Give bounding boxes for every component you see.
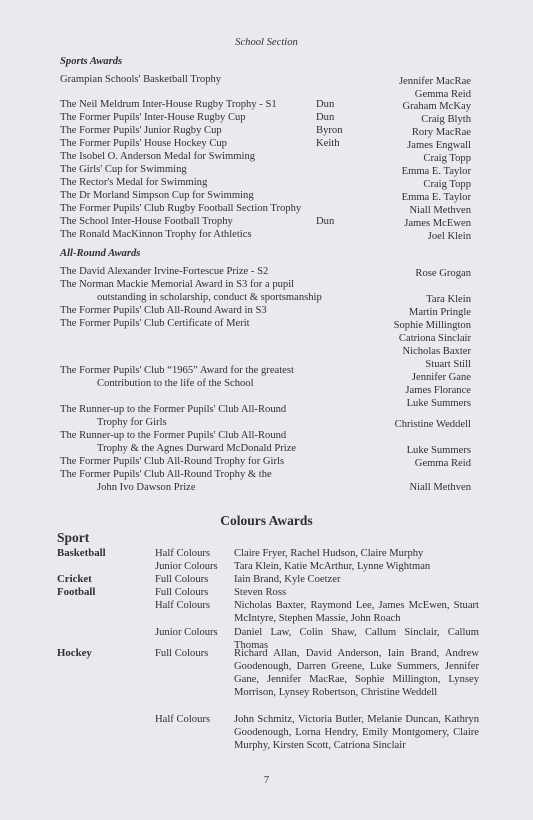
all-round-line: The Former Pupils' Club All-Round Trophy for Girls (60, 456, 285, 467)
all-round-line: The Former Pupils' Club Certificate of Merit (60, 318, 250, 329)
all-round-line: The Former Pupils' Club All-Round Trophy & the (60, 469, 272, 480)
colour-names: Iain Brand, Kyle Coetzer (234, 574, 341, 585)
all-round-winner: Jennifer Gane (411, 372, 471, 383)
all-round-line: The Former Pupils' Club “1965” Award for the greatest (60, 365, 294, 376)
all-round-winner: Niall Methven (409, 482, 471, 493)
colour-level: Half Colours (155, 714, 211, 725)
colours-awards-heading: Colours Awards (220, 513, 313, 528)
sports-award-winner: Graham McKay (402, 101, 471, 112)
grampian-winner-1: Jennifer MacRae (398, 76, 471, 87)
sports-award-winner: Emma E. Taylor (401, 166, 471, 177)
all-round-winner: Luke Summers (406, 445, 471, 456)
all-round-line: The Runner-up to the Former Pupils' Club All-Round (60, 430, 287, 441)
sports-award-name: The Former Pupils' Inter-House Rugby Cup (60, 112, 246, 123)
all-round-line: Trophy for Girls (97, 417, 167, 428)
all-round-line: outstanding in scholarship, conduct & sportsmanship (97, 292, 322, 303)
all-round-winner: Gemma Reid (414, 458, 471, 469)
colour-names: John Schmitz, Victoria Butler, Melanie Duncan, Kathryn Goodenough, Lorna Hendry, Emily Montgomery, Claire Murphy, Kirsten Scott, Catriona Sinclair (234, 714, 479, 752)
sports-award-name: The Ronald MacKinnon Trophy for Athletics (60, 229, 252, 240)
all-round-winner: Martin Pringle (408, 307, 471, 318)
sports-award-name: The Dr Morland Simpson Cup for Swimming (60, 190, 254, 201)
colour-names: Steven Ross (234, 587, 287, 598)
all-round-winner: Catriona Sinclair (398, 333, 471, 344)
sports-award-winner: Emma E. Taylor (401, 192, 471, 203)
all-round-line: The Runner-up to the Former Pupils' Club All-Round (60, 404, 287, 415)
colour-names: Claire Fryer, Rachel Hudson, Claire Murphy (234, 548, 424, 559)
colour-level: Full Colours (155, 648, 209, 659)
sports-award-house: Dun (316, 112, 335, 123)
all-round-heading: All-Round Awards (60, 248, 141, 259)
sports-award-winner: James Engwall (407, 140, 471, 151)
sports-award-winner: Niall Methven (409, 205, 471, 216)
grampian-award: Grampian Schools' Basketball Trophy (60, 74, 222, 85)
colour-names: Richard Allan, David Anderson, Iain Brand, Andrew Goodenough, Darren Greene, Luke Summers, Jennifer Gane, Jennifer MacRae, Sophie Millington, Lynsey Morrison, Lynsey Robertson, Christine Weddell (234, 648, 479, 699)
sports-award-name: The Former Pupils' Club Rugby Football Section Trophy (60, 203, 302, 214)
all-round-winner: Rose Grogan (415, 268, 471, 279)
sport-label: Basketball (57, 547, 106, 559)
sports-award-winner: Craig Blyth (421, 114, 471, 125)
sports-award-house: Dun (316, 99, 335, 110)
grampian-winner-2: Gemma Reid (414, 89, 471, 100)
sports-award-name: The School Inter-House Football Trophy (60, 216, 233, 227)
running-header: School Section (235, 37, 298, 48)
sports-award-winner: Joel Klein (427, 231, 471, 242)
sports-award-name: The Rector's Medal for Swimming (60, 177, 208, 188)
all-round-winner: Nicholas Baxter (402, 346, 471, 357)
colour-level: Full Colours (155, 587, 209, 598)
colour-level: Full Colours (155, 574, 209, 585)
all-round-winner: Christine Weddell (394, 419, 471, 430)
sports-award-winner: Rory MacRae (411, 127, 471, 138)
sports-award-name: The Neil Meldrum Inter-House Rugby Trophy - S1 (60, 99, 277, 110)
colour-names: Nicholas Baxter, Raymond Lee, James McEwen, Stuart McIntyre, Stephen Massie, John Roach (234, 600, 479, 625)
all-round-winner: Sophie Millington (393, 320, 471, 331)
all-round-line: Contribution to the life of the School (97, 378, 254, 389)
all-round-winner: James Florance (405, 385, 471, 396)
sports-award-house: Byron (316, 125, 343, 136)
colour-level: Junior Colours (155, 561, 218, 572)
all-round-line: The David Alexander Irvine-Fortescue Prize - S2 (60, 266, 269, 277)
page-number: 7 (263, 775, 270, 786)
sport-column-heading: Sport (57, 530, 90, 545)
colour-level: Junior Colours (155, 627, 218, 638)
sports-award-name: The Isobel O. Anderson Medal for Swimming (60, 151, 256, 162)
all-round-line: John Ivo Dawson Prize (97, 482, 196, 493)
colour-level: Half Colours (155, 600, 211, 611)
sport-label: Football (57, 586, 96, 598)
sports-award-name: The Former Pupils' Junior Rugby Cup (60, 125, 222, 136)
all-round-line: The Norman Mackie Memorial Award in S3 for a pupil (60, 279, 295, 290)
sports-award-winner: Craig Topp (423, 179, 471, 190)
sports-award-name: The Former Pupils' House Hockey Cup (60, 138, 227, 149)
sports-awards-heading: Sports Awards (60, 56, 123, 67)
colour-names: Daniel Law, Colin Shaw, Callum Sinclair, Callum Thomas (234, 627, 479, 652)
all-round-winner: Tara Klein (426, 294, 471, 305)
sports-award-name: The Girls' Cup for Swimming (60, 164, 187, 175)
sports-award-house: Keith (316, 138, 340, 149)
all-round-winner: Stuart Still (425, 359, 471, 370)
all-round-winner: Luke Summers (406, 398, 471, 409)
sports-award-winner: James McEwen (404, 218, 471, 229)
sports-award-house: Dun (316, 216, 335, 227)
sport-label: Hockey (57, 647, 92, 659)
sports-award-winner: Craig Topp (423, 153, 471, 164)
colour-names: Tara Klein, Katie McArthur, Lynne Wightman (234, 561, 431, 572)
sport-label: Cricket (57, 573, 92, 585)
colour-level: Half Colours (155, 548, 211, 559)
all-round-line: Trophy & the Agnes Durward McDonald Prize (97, 443, 297, 454)
all-round-line: The Former Pupils' Club All-Round Award in S3 (60, 305, 267, 316)
